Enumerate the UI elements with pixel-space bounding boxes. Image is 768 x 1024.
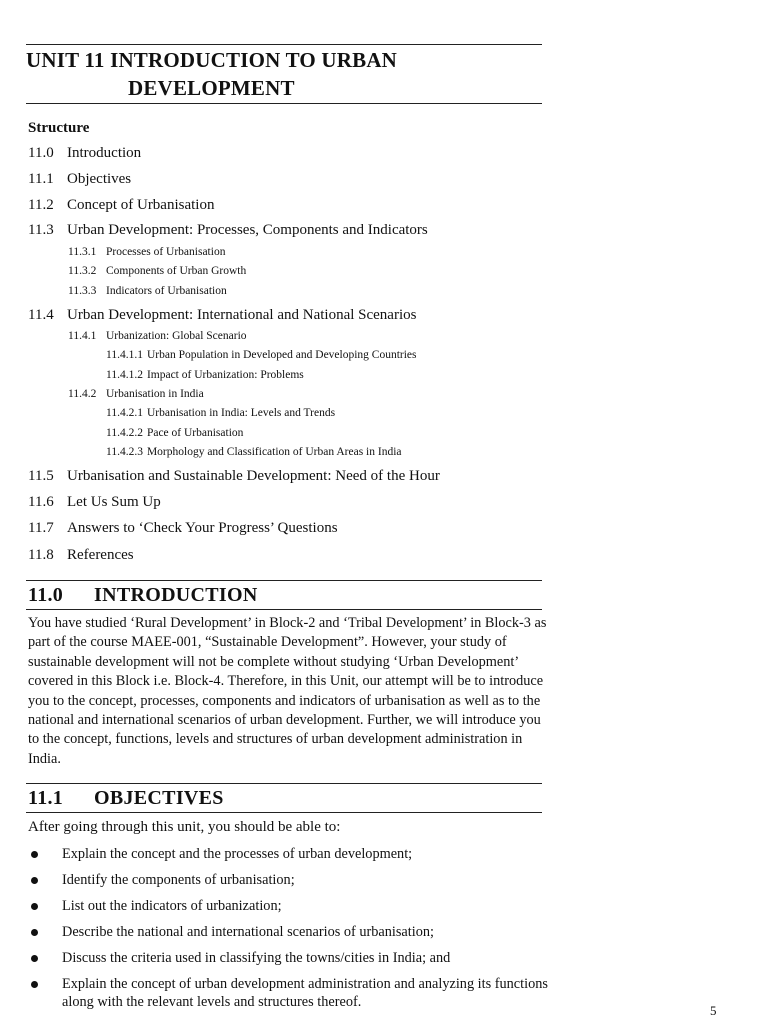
bullet-icon <box>31 929 38 936</box>
toc-subitem: 11.4.1 Urbanization: Global Scenario <box>68 330 247 342</box>
objectives-intro: After going through this unit, you should be able to: <box>28 819 341 835</box>
toc-item: 11.2 Concept of Urbanisation <box>28 197 215 213</box>
page-number: 5 <box>710 1003 717 1018</box>
introduction-paragraph: You have studied ‘Rural Development’ in Block-2 and ‘Tribal Development’ in Block-3 as part of the course MAEE-001, “Sustainable Development”. However, your study of sustainable development will not be complete without studying ‘Urban Development’ covered in this Block i.e. Block-4. Therefore, in this Unit, our attempt will be to introduce you to the concept, processes, components and indicators of urbanisation as well as to the national and international scenarios of urban development. Further, we will introduce you to the concept, functions, levels and structures of urban development administration in India. <box>28 615 547 767</box>
toc-subitem: 11.3.1 Processes of Urbanisation <box>68 246 226 258</box>
toc-subitem: 11.3.2 Components of Urban Growth <box>68 265 247 277</box>
objectives-list <box>28 845 558 1019</box>
objectives-heading: 11.1 OBJECTIVES <box>28 787 224 809</box>
bullet-icon <box>31 851 38 858</box>
toc-subsubitem: 11.4.1.2 Impact of Urbanization: Problems <box>106 369 304 381</box>
title-top-rule <box>26 44 542 45</box>
bullet-icon <box>31 903 38 910</box>
unit-title <box>26 46 546 102</box>
toc-subsubitem: 11.4.1.1 Urban Population in Developed and Developing Countries <box>106 349 417 361</box>
bullet-icon <box>31 981 38 988</box>
structure-heading: Structure <box>28 120 90 136</box>
toc-subsubitem: 11.4.2.3 Morphology and Classification of Urban Areas in India <box>106 446 402 458</box>
toc-item: 11.5 Urbanisation and Sustainable Development: Need of the Hour <box>28 468 440 484</box>
introduction-top-rule <box>26 580 542 581</box>
list-item: List out the indicators of urbanization; <box>28 897 558 915</box>
toc-subitem: 11.4.2 Urbanisation in India <box>68 388 204 400</box>
list-item: Discuss the criteria used in classifying the towns/cities in India; and <box>28 949 558 967</box>
bullet-icon <box>31 955 38 962</box>
toc-item: 11.6 Let Us Sum Up <box>28 494 161 510</box>
introduction-bottom-rule <box>26 609 542 610</box>
toc-subsubitem: 11.4.2.2 Pace of Urbanisation <box>106 427 244 439</box>
toc-subitem: 11.3.3 Indicators of Urbanisation <box>68 285 227 297</box>
list-item: Identify the components of urbanisation; <box>28 871 558 889</box>
toc-item: 11.3 Urban Development: Processes, Components and Indicators <box>28 222 428 238</box>
objectives-bottom-rule <box>26 812 542 813</box>
toc-item: 11.7 Answers to ‘Check Your Progress’ Questions <box>28 520 338 536</box>
list-item: Explain the concept of urban development administration and analyzing its functions along with the relevant levels and structures thereof. <box>28 975 558 1011</box>
toc-item: 11.4 Urban Development: International and National Scenarios <box>28 307 417 323</box>
list-item: Explain the concept and the processes of urban development; <box>28 845 558 863</box>
toc-subsubitem: 11.4.2.1 Urbanisation in India: Levels and Trends <box>106 407 336 419</box>
title-bottom-rule <box>26 103 542 104</box>
unit-title-line2: DEVELOPMENT <box>128 76 295 100</box>
unit-title-line1: UNIT 11 INTRODUCTION TO URBAN <box>26 48 398 72</box>
list-item: Describe the national and international scenarios of urbanisation; <box>28 923 558 941</box>
introduction-heading: 11.0 INTRODUCTION <box>28 584 258 606</box>
toc-item: 11.1 Objectives <box>28 171 132 187</box>
objectives-top-rule <box>26 783 542 784</box>
bullet-icon <box>31 877 38 884</box>
toc-item: 11.8 References <box>28 547 134 563</box>
toc-item: 11.0 Introduction <box>28 145 142 161</box>
